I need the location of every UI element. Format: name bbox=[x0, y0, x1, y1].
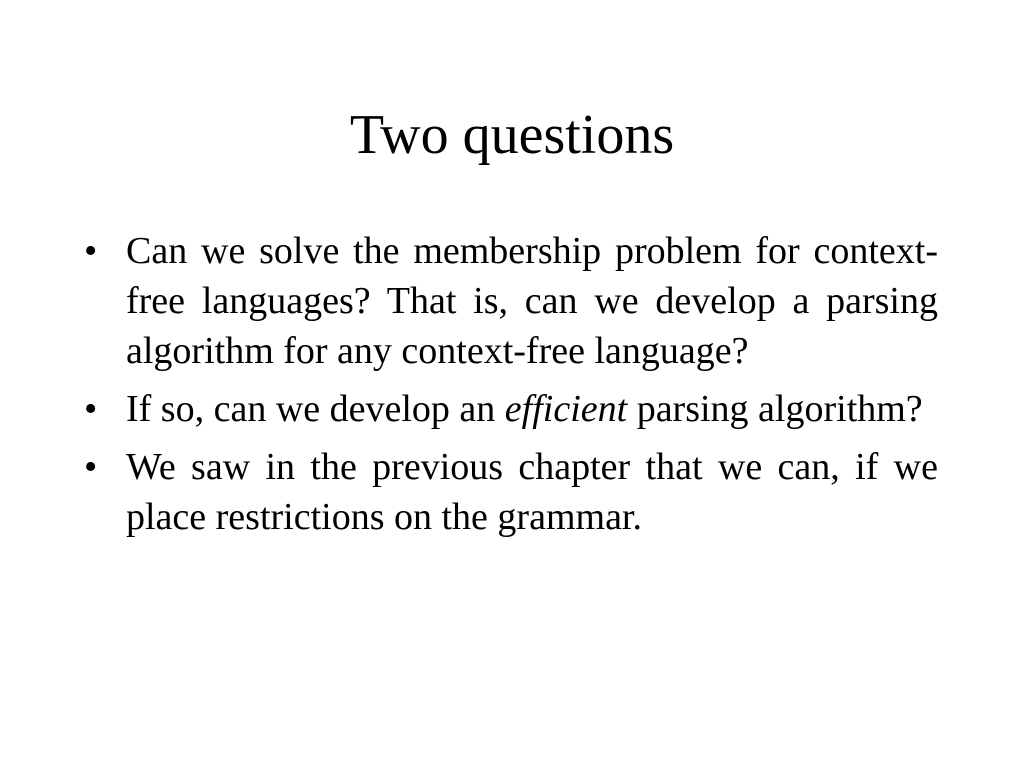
bullet-dot-icon: • bbox=[84, 388, 98, 430]
bullet-list bbox=[84, 226, 938, 550]
bullet-text bbox=[126, 388, 923, 430]
bullet-text: Can we solve the membership problem for context-free languages? That is, can we develop a parsing algorithm for any context-free language? bbox=[126, 230, 938, 372]
bullet-text-after: parsing algorithm? bbox=[627, 388, 923, 430]
bullet-text: We saw in the previous chapter that we can, if we place restrictions on the grammar. bbox=[126, 446, 938, 538]
bullet-item-efficient bbox=[84, 384, 938, 434]
bullet-text-emphasis: efficient bbox=[504, 388, 628, 430]
bullet-item-restrictions bbox=[84, 442, 938, 542]
bullet-text-before: If so, can we develop an bbox=[126, 388, 505, 430]
slide-title: Two questions bbox=[349, 104, 675, 166]
bullet-dot-icon: • bbox=[84, 230, 98, 272]
bullet-dot-icon: • bbox=[84, 446, 98, 488]
bullet-item-membership bbox=[84, 226, 938, 376]
